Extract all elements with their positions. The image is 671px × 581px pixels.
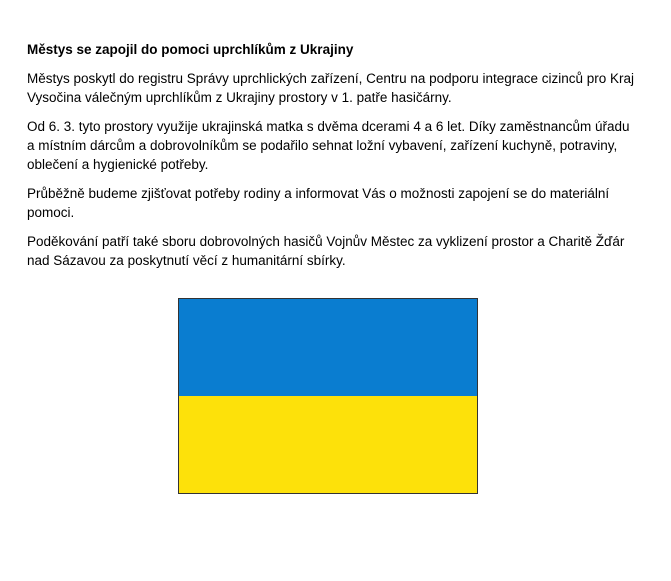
- paragraph-line: pomoci.: [27, 205, 75, 220]
- flag-yellow-stripe: [179, 396, 477, 493]
- paragraph-accommodation: [27, 117, 647, 174]
- paragraph-line: nad Sázavou za poskytnutí věcí z humanitární sbírky.: [27, 253, 346, 268]
- paragraph-thanks: [27, 232, 647, 270]
- document-title: Městys se zapojil do pomoci uprchlíkům z Ukrajiny: [27, 42, 354, 57]
- paragraph-line: a místním dárcům a dobrovolníkům se podařilo sehnat ložní vybavení, zařízení kuchyně, potraviny,: [27, 138, 618, 153]
- paragraph-line: oblečení a hygienické potřeby.: [27, 157, 209, 172]
- paragraph-line: Průběžně budeme zjišťovat potřeby rodiny a informovat Vás o možnosti zapojení se do materiální: [27, 186, 610, 201]
- paragraph-line: Od 6. 3. tyto prostory využije ukrajinská matka s dvěma dcerami 4 a 6 let. Díky zaměstnancům úřadu: [27, 119, 630, 134]
- ukraine-flag-image: [178, 298, 478, 494]
- paragraph-line: Vysočina válečným uprchlíkům z Ukrajiny prostory v 1. patře hasičárny.: [27, 90, 452, 105]
- paragraph-needs: [27, 184, 647, 222]
- paragraph-line: Městys poskytl do registru Správy uprchlických zařízení, Centru na podporu integrace cizinců pro Kraj: [27, 71, 635, 86]
- document-body: [27, 40, 647, 280]
- flag-blue-stripe: [179, 299, 477, 396]
- paragraph-line: Poděkování patří také sboru dobrovolných hasičů Vojnův Městec za vyklizení prostor a Charitě Žďár: [27, 234, 625, 249]
- paragraph-registration: [27, 69, 647, 107]
